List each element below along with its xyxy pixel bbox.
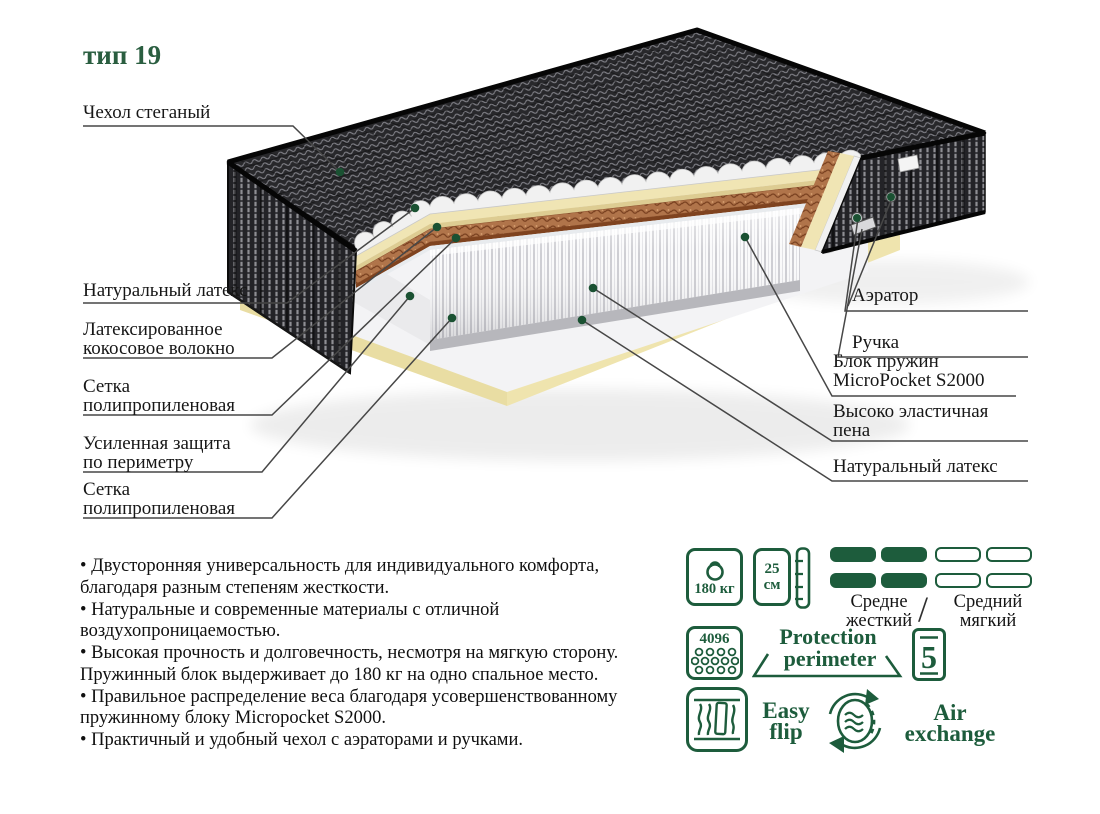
springs-count-value: 4096 [699,631,730,647]
icon-panel [680,540,1075,785]
ground-shadow [250,389,910,461]
firmness-hard-block [881,547,927,562]
easy-flip-icon [686,687,748,752]
firmness-slash: / [918,589,929,629]
springs-count-badge [686,626,743,680]
kettlebell-icon [702,557,728,581]
max-weight-badge [686,548,743,606]
height-badge [753,548,791,606]
feature-list [80,556,680,752]
feature-item: • Натуральные и современные материалы с отличной воздухопроницаемостью. [80,599,500,641]
height-unit: см [763,577,781,593]
feature-item: • Двусторонняя универсальность для индивидуального комфорта, благодаря разным степеням жесткости. [80,556,600,598]
callout-latex-left: Натуральный латекс [83,280,248,301]
springs-grid-icon [691,647,739,675]
callout-perimeter: Усиленная защита по периметру [83,433,231,473]
firmness-soft-block [986,547,1032,562]
firmness-hard-label: Средне жесткий [845,592,913,631]
callout-handle: Ручка [852,332,899,353]
callout-mesh-top: Сетка полипропиленовая [83,376,236,416]
max-weight-value: 180 кг [694,581,735,597]
firmness-hard-block [830,573,876,588]
callout-elastic-foam: Высоко эластичная пена [833,401,989,441]
feature-item: • Практичный и удобный чехол с аэраторами и ручками. [80,730,524,750]
callout-latex-right: Натуральный латекс [833,456,998,477]
easy-flip-label: Easy flip [762,698,810,744]
callout-aerator: Аэратор [852,285,919,306]
air-exchange-label: Air exchange [904,700,996,746]
air-exchange-icon [822,686,892,756]
firmness-soft-label: Средний мягкий [953,592,1023,631]
callout-mesh-bottom: Сетка полипропиленовая [83,479,236,519]
firmness-hard-block [830,547,876,562]
callout-spring-block: Блок пружин MicroPocket S2000 [833,351,985,391]
firmness-hard-block [881,573,927,588]
zones-icon [912,628,946,681]
firmness-soft-block [986,573,1032,588]
svg-text:perimeter: perimeter [783,646,877,671]
feature-item: • Высокая прочность и долговечность, несмотря на мягкую сторону. Пружинный блок выдерживает до 180 кг на одно спальное место. [80,643,619,685]
svg-text:5: 5 [921,639,937,675]
svg-text:Protection: Protection [779,624,877,649]
callout-coco: Латексированное кокосовое волокно [83,319,235,359]
height-value: 25 [764,561,780,577]
callout-cover: Чехол стеганый [83,102,211,123]
ruler-icon [795,547,811,609]
firmness-soft-block [935,547,981,562]
firmness-soft-block [935,573,981,588]
page-title: тип 19 [83,40,162,70]
protection-perimeter-icon [752,624,904,682]
feature-item: • Правильное распределение веса благодаря усовершенствованному пружинному блоку Micropocket S2000. [80,686,618,728]
